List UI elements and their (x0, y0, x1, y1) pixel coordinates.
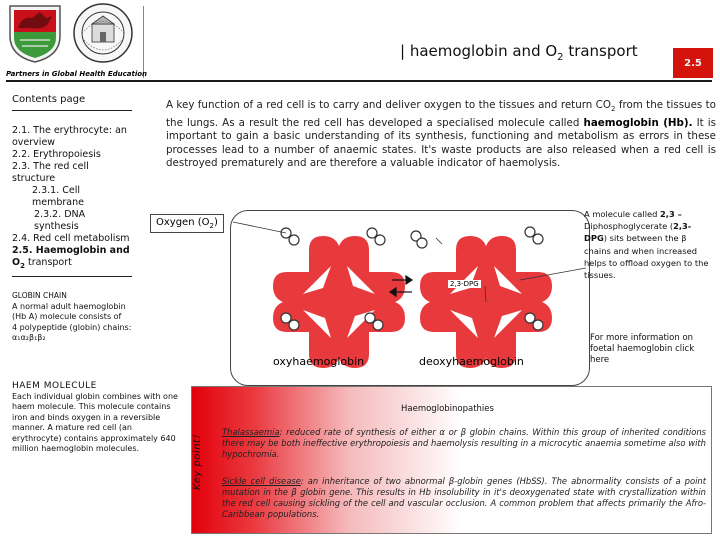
section-number-badge: 2.5 (673, 48, 713, 78)
dpg-note: A molecule called 2,3 – Diphosphoglycerate (2,3-DPG) sits between the β chains and when increased helps to offload oxygen to the tissues. (584, 209, 709, 281)
haem-title: HAEM MOLECULE (12, 381, 97, 391)
oxygen-label: Oxygen $(O_2)$ (150, 214, 224, 233)
globin-chain-line: (Hb A) molecule consists of (12, 312, 122, 321)
dpg-label: 2,3-DPG (450, 280, 479, 288)
deoxyhaemoglobin-label: deoxyhaemoglobin (419, 355, 524, 368)
globin-chain-line: A normal adult haemoglobin (12, 301, 126, 311)
key-point-label: Key point! (192, 434, 203, 490)
intro-paragraph: A key function of a red cell is to carry and deliver oxygen to the tissues and return $CO_2$ from the tissues to the lungs. As a result the red cell has developed a specialised molecule called haemoglobin (Hb). It is important to gain a basic understanding of its synthesis, functioning and metabolism as errors in these processes lead to a number of anaemic states. It's waste products are also released when a red cell is destroyed prematurely and are therefore a valuable indicator of haemolysis. (166, 99, 717, 170)
toc-item-red-cell-structure[interactable]: 2.3. The red cell structure (12, 161, 89, 184)
contents-panel (12, 94, 132, 277)
page-title: | haemoglobin and $O_2$ transport (400, 42, 638, 63)
toc-item-dna-synthesis[interactable]: 2.3.2. DNA synthesis (34, 209, 86, 232)
toc-item-erythropoiesis[interactable]: 2.2. Erythropoiesis (12, 149, 101, 160)
sickle-cell-text: Sickle cell disease: an inheritance of two abnormal β-globin genes (HbSS). The abnormality consists of a point mutation in the β globin gene. This results in Hb insolubility in it's deoxygenated state with crystallization within the red cell causing sickling of the cell and vascular occlusion. A common problem that affects primarily the Afro-Caribbean populations. (222, 476, 707, 519)
thalassaemia-text: Thalassaemia: reduced rate of synthesis of either α or β globin chains. Within this group of inherited conditions there may be both ineffective erythropoiesis and haemolysis resulting in a microcytic anaemia sometime also with hypochromia. (222, 427, 706, 459)
toc-item-metabolism[interactable]: 2.4. Red cell metabolism (12, 233, 130, 244)
partners-caption: Partners in Global Health Education (6, 70, 148, 78)
globin-chain-formula: α₁α₂β₁β₂ (12, 333, 46, 342)
header-rule (6, 80, 712, 82)
globin-chain-note (12, 291, 162, 344)
toc-item-haemoglobin[interactable]: 2.5. Haemoglobin and $O_2$ transport (12, 245, 130, 270)
college-of-medicine-seal-icon (70, 2, 136, 64)
contents-heading: Contents page (12, 94, 132, 111)
toc-item-cell-membrane[interactable]: 2.3.1. Cell membrane (32, 185, 84, 208)
oxyhaemoglobin-molecule (273, 236, 405, 368)
header-divider (143, 6, 144, 78)
haem-molecule-note (12, 381, 178, 455)
globin-chain-title: GLOBIN CHAIN (12, 291, 67, 300)
haem-text: Each individual globin combines with one haem molecule. This molecule contains iron and binds oxygen in a reversible manner. A mature red cell (an erythrocyte) contains approximately 640 million haemoglobin molecules. (12, 391, 178, 453)
haemoglobinopathies-title: Haemoglobinopathies (401, 404, 494, 414)
globin-chain-line: 4 polypeptide (globin) chains: (12, 322, 132, 332)
oxyhaemoglobin-label: oxyhaemoglobin (273, 355, 365, 368)
contents-divider (12, 276, 132, 277)
foetal-haemoglobin-link[interactable]: For more information on foetal haemoglobin click here (590, 333, 695, 365)
toc-item-erythrocyte[interactable]: 2.1. The erythrocyte: an overview (12, 125, 127, 148)
welsh-dragon-crest-icon (6, 2, 64, 64)
